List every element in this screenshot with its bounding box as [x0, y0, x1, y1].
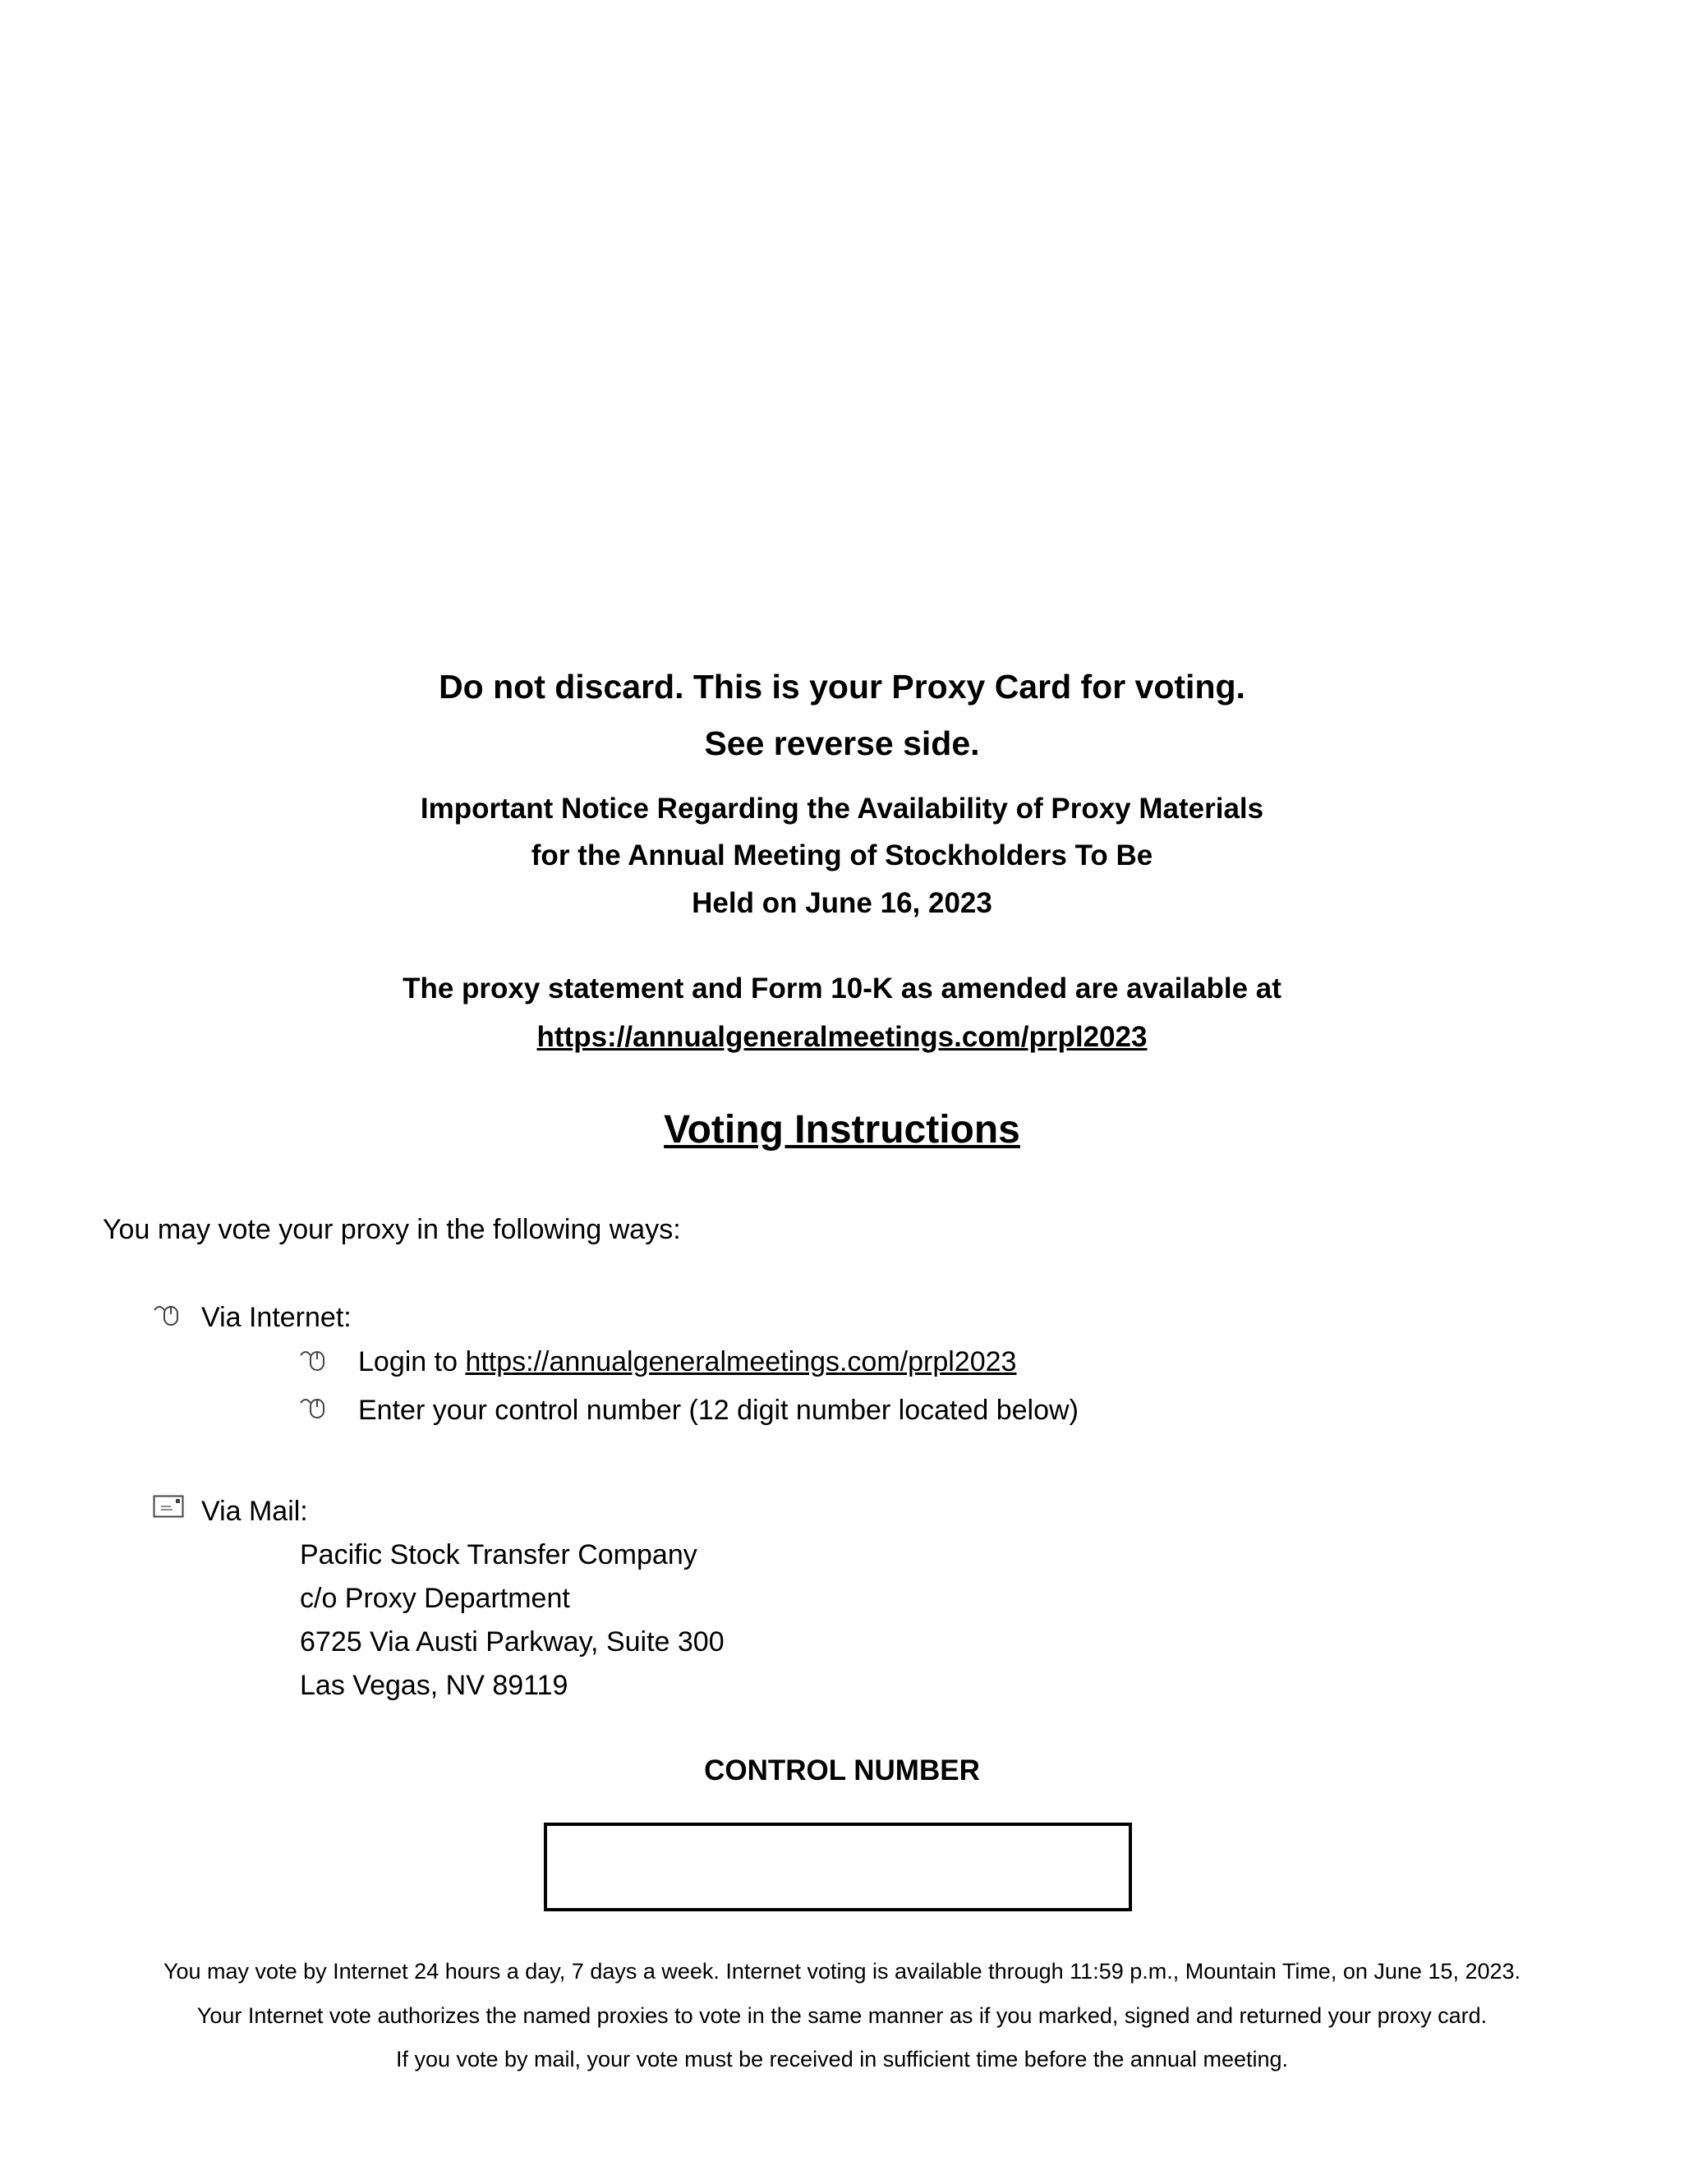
mail-address-line: 6725 Via Austi Parkway, Suite 300 — [300, 1626, 725, 1658]
via-mail-label: Via Mail: — [201, 1496, 308, 1527]
notice-line-2: for the Annual Meeting of Stockholders To Be — [531, 839, 1153, 871]
voting-instructions-title: Voting Instructions — [664, 1108, 1020, 1152]
voting-intro: You may vote your proxy in the following ways: — [103, 1214, 681, 1245]
control-number-label: CONTROL NUMBER — [704, 1754, 980, 1786]
footer-line-2: Your Internet vote authorizes the named proxies to vote in the same manner as if you marked, signed and returned your proxy card. — [196, 2003, 1488, 2028]
internet-step-control-number: Enter your control number (12 digit number located below) — [358, 1395, 1079, 1426]
footer-line-3: If you vote by mail, your vote must be received in sufficient time before the annual meeting. — [395, 2047, 1289, 2071]
via-internet-label: Via Internet: — [201, 1302, 352, 1333]
mouse-icon — [153, 1302, 182, 1328]
mail-address-line: c/o Proxy Department — [300, 1583, 570, 1614]
mail-address-line: Las Vegas, NV 89119 — [300, 1670, 568, 1701]
reverse-side-note: See reverse side. — [704, 724, 980, 762]
internet-step-login — [358, 1345, 1016, 1379]
control-number-box — [544, 1823, 1132, 1911]
login-link[interactable]: https://annualgeneralmeetings.com/prpl2023 — [465, 1346, 1017, 1377]
proxy-card-heading: Do not discard. This is your Proxy Card for voting. — [439, 668, 1245, 706]
availability-text: The proxy statement and Form 10-K as amended are available at — [403, 972, 1281, 1005]
login-prefix: Login to — [358, 1346, 466, 1377]
mouse-icon — [299, 1347, 329, 1373]
mouse-icon — [299, 1395, 329, 1421]
mail-address-line: Pacific Stock Transfer Company — [300, 1539, 697, 1570]
notice-line-3: Held on June 16, 2023 — [692, 887, 992, 919]
notice-line-1: Important Notice Regarding the Availability of Proxy Materials — [420, 793, 1264, 825]
proxy-materials-link[interactable]: https://annualgeneralmeetings.com/prpl2023 — [536, 1021, 1148, 1053]
footer-line-1: You may vote by Internet 24 hours a day, 7 days a week. Internet voting is available through 11:59 p.m., Mountain Time, on June 15, 2023. — [163, 1959, 1521, 1984]
envelope-icon — [153, 1495, 184, 1518]
